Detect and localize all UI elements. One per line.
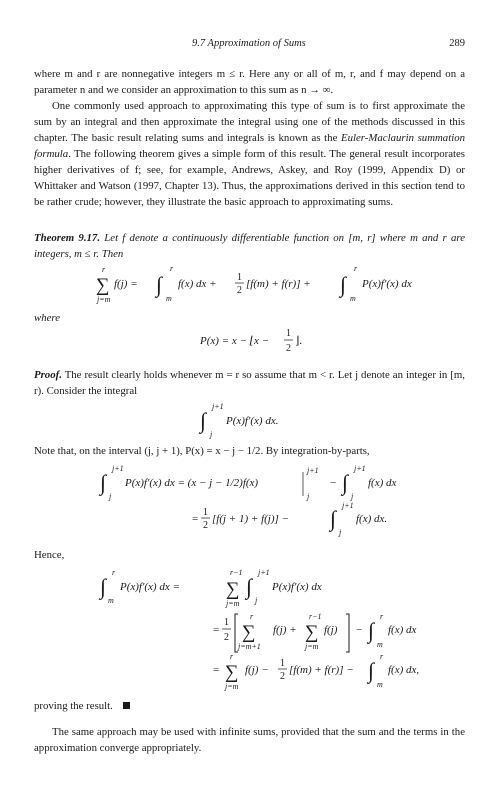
theorem-label: Theorem 9.17. xyxy=(34,232,101,244)
sum-eq-l2-term1: f(j) + xyxy=(273,624,297,636)
sum-eq-l2-minus: − xyxy=(356,624,363,636)
integral-sign-1: ∫ xyxy=(156,272,163,297)
sum-eq-l2-term2: f(j) xyxy=(324,624,338,636)
ibp-integral-sign: ∫ xyxy=(100,470,107,495)
integral-1-upper: r xyxy=(170,264,174,273)
sum-eq-l2-sum1-lower: j=m+1 xyxy=(238,642,261,651)
intro-paragraph-2-a: One commonly used approach to approximating this type of sum is to first approximate the sum by an integral and then approximate the integral using one of the methods discussed in this chapter. The basic result relating sums and integrals is known as the xyxy=(34,100,465,144)
proof-closing-text: proving the result. xyxy=(34,700,113,712)
proof-closing xyxy=(34,698,465,714)
sum-eq-sigma-4: ∑ xyxy=(225,662,239,683)
sum-upper-limit: r xyxy=(102,265,106,274)
ibp-half-den: 2 xyxy=(203,520,208,531)
ibp-integral-2-upper: j+1 xyxy=(354,464,366,473)
sum-eq-l3-term: f(j) − xyxy=(245,664,269,676)
right-bracket xyxy=(346,614,349,652)
sum-eq-l2-int-lower: m xyxy=(377,640,383,649)
sum-eq-line3-equals: = xyxy=(213,664,220,676)
integral-sign-2: ∫ xyxy=(340,272,347,297)
where-label: where xyxy=(34,312,60,324)
sum-eq-l3-bracket: [f(m) + f(r)] − xyxy=(289,664,354,676)
p-lhs: P(x) = x − ⌊x − xyxy=(200,335,270,347)
sigma-symbol: ∑ xyxy=(96,275,110,296)
sum-eq-integral-2-upper: j+1 xyxy=(258,568,270,577)
p-floor-close: ⌋. xyxy=(295,335,303,347)
sum-eq-l3-int-lower: m xyxy=(377,680,383,689)
sum-eq-l3-sum-upper: r xyxy=(230,652,234,661)
sum-eq-integral-upper: r xyxy=(112,568,116,577)
ibp-integral-3-lower: j xyxy=(339,528,342,537)
ibp-line2-equals: = xyxy=(192,513,199,525)
sum-eq-l3-sum-lower: j=m xyxy=(225,682,239,691)
sum-eq-integral-sign-2: ∫ xyxy=(246,574,253,599)
integral-2-body: P(x)f′(x) dx xyxy=(362,278,412,290)
ibp-integral-lower: j xyxy=(109,492,112,501)
running-header xyxy=(34,38,465,52)
qed-symbol xyxy=(123,702,130,709)
intro-paragraph-2-b: . The following theorem gives a simple form of this result. The general result incorporates higher derivatives of f; see, for example, Andrews, Askey, and Roy (1999, Appendix D) or Whittaker and Watson (1997, Chapter 13). Thus, the approximations derived in this section tend to be rather crude; however, they illustrate the basic approach to approximating sums. xyxy=(34,148,465,208)
sum-eq-l2-end: f(x) dx xyxy=(388,624,417,636)
endpoint-average: [f(m) + f(r)] + xyxy=(246,278,311,290)
theorem-text: Let f denote a continuously differentiable function on [m, r] where m and r are integers, m ≤ r. Then xyxy=(34,232,465,260)
equation-euler-maclaurin xyxy=(60,262,440,306)
sum-term: f(j) = xyxy=(114,278,138,290)
sum-eq-l2-int-upper: r xyxy=(380,612,384,621)
eval-upper: j+1 xyxy=(307,466,319,475)
sum-eq-l3-half-num: 1 xyxy=(280,658,285,669)
ibp-integral-sign-3: ∫ xyxy=(330,506,337,531)
sum-eq-line1-end: P(x)f′(x) dx xyxy=(272,581,322,593)
theorem-statement xyxy=(34,230,465,262)
sum-eq-half-num: 1 xyxy=(224,617,229,628)
final-paragraph: The same approach may be used with infinite sums, provided that the sum and the terms in the approximation converge appropriately. xyxy=(34,726,465,754)
sum-eq-half-den: 2 xyxy=(224,632,229,643)
section-title: 9.7 Approximation of Sums xyxy=(192,38,306,49)
equation-integral-j xyxy=(200,400,320,440)
integral-2-upper: r xyxy=(354,264,358,273)
equation-summation-derivation xyxy=(100,562,440,692)
p-half-denominator: 2 xyxy=(286,343,291,354)
equation-integration-by-parts xyxy=(100,462,420,542)
sum-eq-integral-lower: m xyxy=(108,596,114,605)
sum-eq-sum1-lower: j=m xyxy=(226,599,240,608)
ibp-line2-end: f(x) dx. xyxy=(356,513,388,525)
sum-eq-sigma-1: ∑ xyxy=(226,579,240,600)
euler-maclaurin-term: Euler-Maclaurin summation formula xyxy=(34,132,465,160)
proof-text-1: The result clearly holds whenever m = r so assume that m < r. Let j denote an integer in [m, r). Consider the integral xyxy=(34,369,465,397)
integral-j-body: P(x)f′(x) dx. xyxy=(226,415,279,427)
integral-j-lower: j xyxy=(210,430,213,439)
equation-p-definition xyxy=(200,324,320,360)
sum-eq-l3-half-den: 2 xyxy=(280,671,285,682)
proof-label: Proof. xyxy=(34,369,62,381)
sum-eq-sigma-3: ∑ xyxy=(305,622,319,643)
sum-eq-line2-equals: = xyxy=(213,624,220,636)
half-numerator: 1 xyxy=(237,272,242,283)
integral-j-upper: j+1 xyxy=(212,402,224,411)
integral-1-lower: m xyxy=(166,294,172,303)
ibp-integral-3-upper: j+1 xyxy=(342,501,354,510)
ibp-rhs: f(x) dx xyxy=(368,477,397,489)
integral-1-body: f(x) dx + xyxy=(178,278,217,290)
ibp-integral-sign-2: ∫ xyxy=(342,470,349,495)
sum-eq-l2-sum2-lower: j=m xyxy=(305,642,319,651)
sum-eq-integral-sign: ∫ xyxy=(100,574,107,599)
sum-eq-integral-sign-3: ∫ xyxy=(368,618,375,643)
ibp-integral-upper: j+1 xyxy=(112,464,124,473)
proof-paragraph-1 xyxy=(34,367,465,399)
ibp-minus: − xyxy=(330,477,337,489)
sum-eq-sigma-2: ∑ xyxy=(242,622,256,643)
ibp-lhs: P(x)f′(x) dx = (x − j − 1/2)f(x) xyxy=(125,477,259,489)
sum-eq-l2-sum2-upper: r−1 xyxy=(309,612,322,621)
sum-eq-integral-sign-4: ∫ xyxy=(368,658,375,683)
integral-sign-j: ∫ xyxy=(200,408,207,433)
page-number: 289 xyxy=(449,38,465,49)
p-half-numerator: 1 xyxy=(286,328,291,339)
ibp-half-num: 1 xyxy=(203,507,208,518)
sum-eq-line1-lhs: P(x)f′(x) dx = xyxy=(120,581,180,593)
intro-paragraph-1: where m and r are nonnegative integers m ≤ r. Here any or all of m, r, and f may depend on a parameter n and we consider an approximation to this sum as n → ∞. xyxy=(34,68,465,96)
sum-eq-integral-2-lower: j xyxy=(255,596,258,605)
half-denominator: 2 xyxy=(237,285,242,296)
sum-eq-sum1-upper: r−1 xyxy=(230,568,243,577)
integral-2-lower: m xyxy=(350,294,356,303)
intro-paragraph-2 xyxy=(34,98,465,210)
sum-eq-l3-int-upper: r xyxy=(380,652,384,661)
sum-eq-l3-end: f(x) dx, xyxy=(388,664,420,676)
eval-lower: j xyxy=(307,492,310,501)
proof-paragraph-2: Note that, on the interval (j, j + 1), P(x) = x − j − 1/2. By integration-by-parts, xyxy=(34,445,370,457)
sum-lower-limit: j=m xyxy=(97,295,111,304)
ibp-integral-2-lower: j xyxy=(351,492,354,501)
ibp-line2-body: [f(j + 1) + f(j)] − xyxy=(212,513,289,525)
hence-label: Hence, xyxy=(34,549,65,561)
sum-eq-l2-sum1-upper: r xyxy=(250,612,254,621)
